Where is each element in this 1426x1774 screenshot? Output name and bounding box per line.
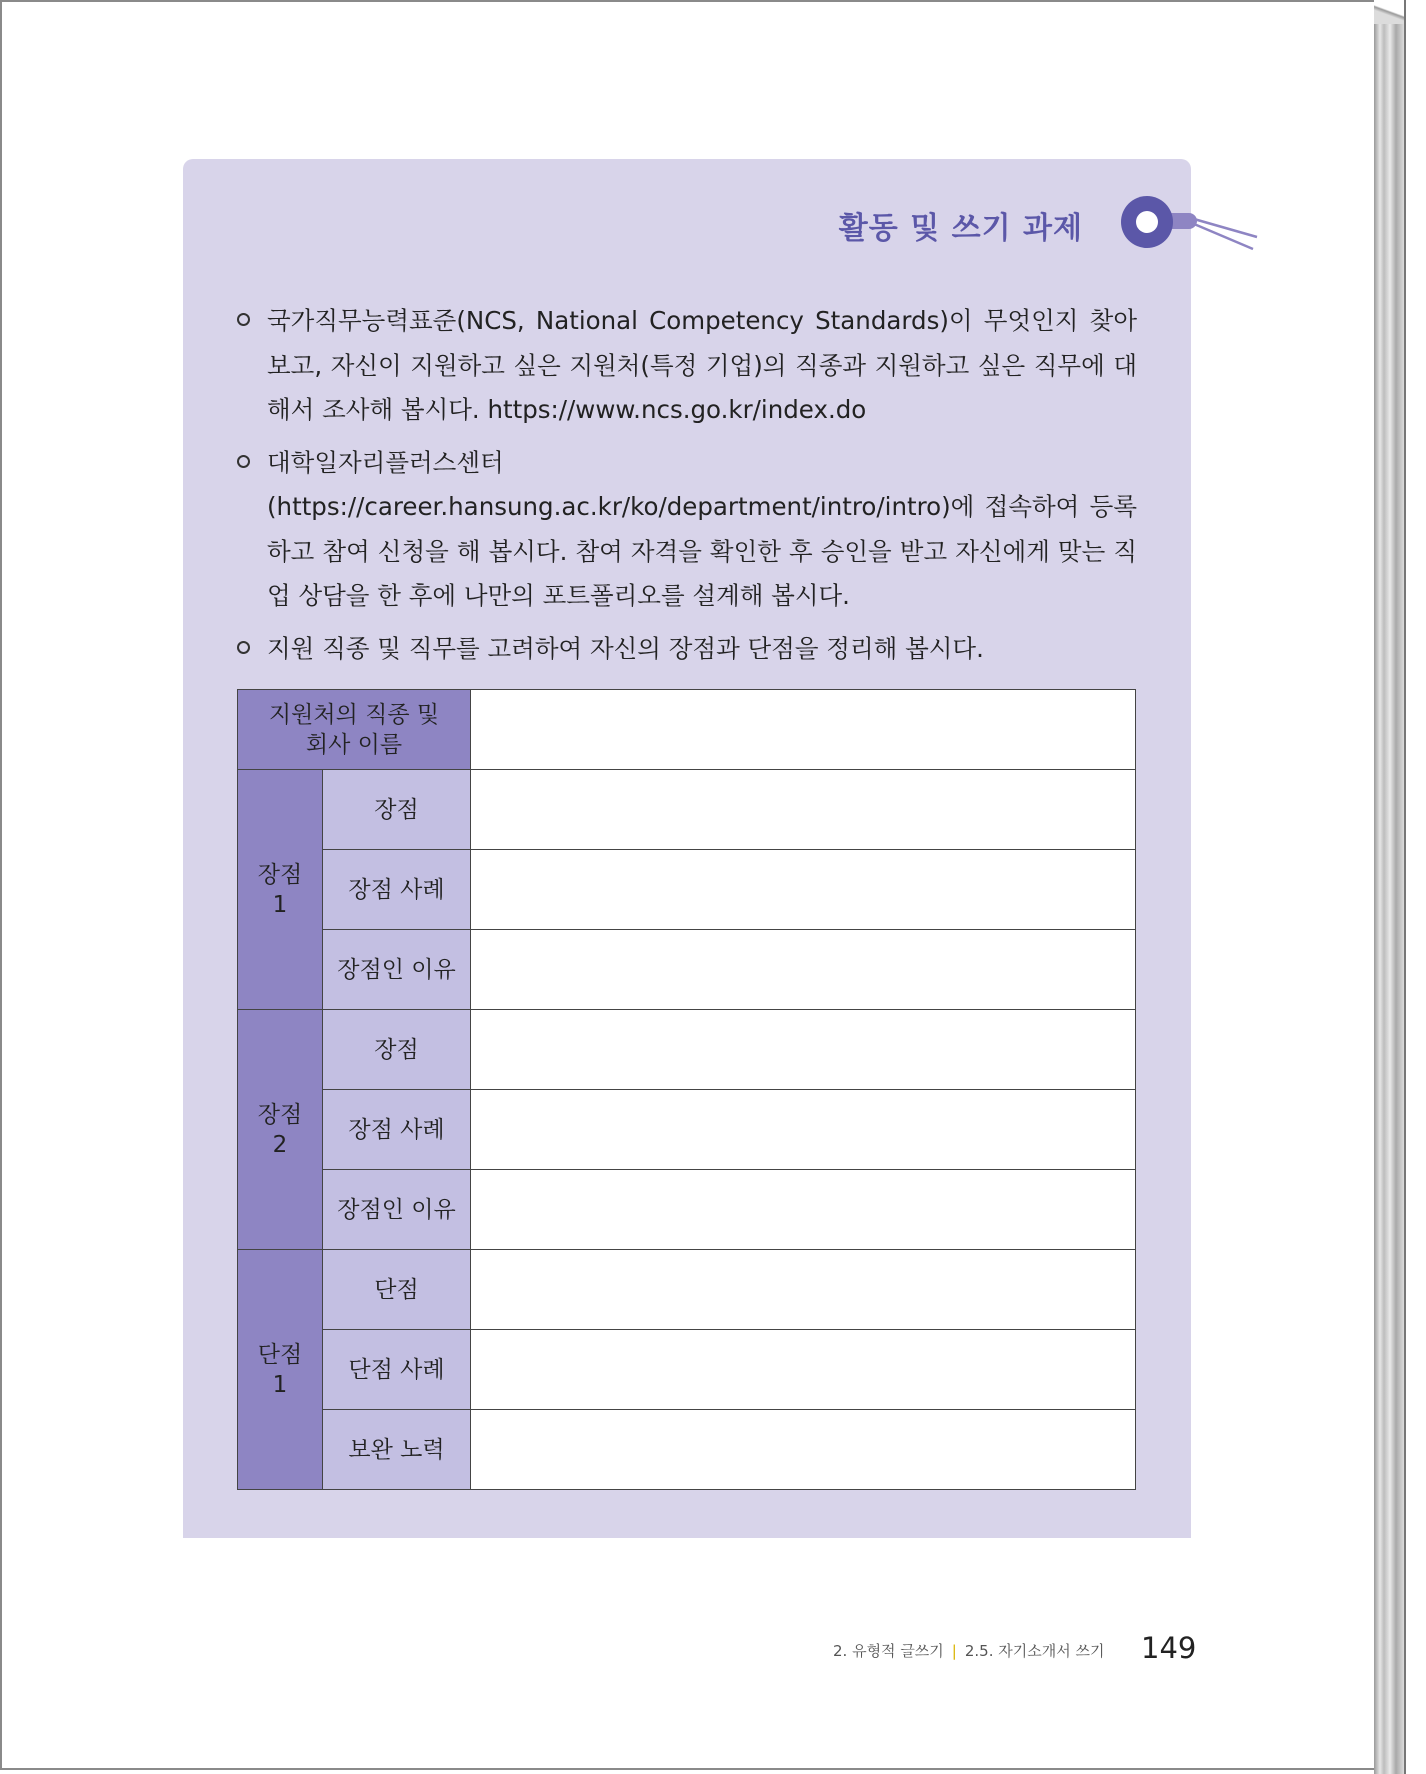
company-label-line1: 지원처의 직종 및	[268, 701, 440, 728]
answer-cell[interactable]	[471, 1410, 1136, 1490]
company-answer-cell[interactable]	[471, 690, 1136, 770]
table-row	[238, 1090, 1136, 1170]
table-row	[238, 1170, 1136, 1250]
row-label: 장점	[323, 770, 471, 850]
row-label: 장점 사례	[323, 850, 471, 930]
table-row	[238, 850, 1136, 930]
bullet-text: 지원 직종 및 직무를 고려하여 자신의 장점과 단점을 정리해 봅시다.	[267, 633, 984, 663]
page-number: 149	[1141, 1631, 1197, 1665]
answer-cell[interactable]	[471, 1250, 1136, 1330]
answer-cell[interactable]	[471, 1170, 1136, 1250]
bullet-list	[237, 299, 1137, 679]
answer-cell[interactable]	[471, 1330, 1136, 1410]
group-label-text: 장점	[257, 1101, 303, 1128]
group-label-strength-2	[238, 1010, 323, 1250]
company-label-cell	[238, 690, 471, 770]
answer-cell[interactable]	[471, 1010, 1136, 1090]
footer-separator: |	[951, 1642, 957, 1660]
table-row	[238, 930, 1136, 1010]
row-label: 보완 노력	[323, 1410, 471, 1490]
bullet-item	[237, 627, 1137, 672]
page-corner	[1374, 0, 1404, 24]
group-label-text: 장점	[257, 861, 303, 888]
bullet-item	[237, 441, 1137, 619]
bullet-item	[237, 299, 1137, 433]
group-label-weakness-1	[238, 1250, 323, 1490]
activity-heading: 활동 및 쓰기 과제	[838, 211, 1083, 246]
group-label-number: 1	[272, 1371, 288, 1398]
activity-panel	[183, 159, 1191, 1538]
row-label: 장점 사례	[323, 1090, 471, 1170]
footer-section-title: 2.5. 자기소개서 쓰기	[964, 1642, 1105, 1660]
table-row	[238, 1010, 1136, 1090]
footer-chapter: 2. 유형적 글쓰기	[833, 1642, 944, 1660]
answer-cell[interactable]	[471, 1090, 1136, 1170]
answer-cell[interactable]	[471, 850, 1136, 930]
footer-breadcrumb	[833, 1640, 1104, 1661]
table-row	[238, 690, 1136, 770]
row-label: 장점	[323, 1010, 471, 1090]
circle-bullet-icon	[237, 641, 250, 654]
group-label-strength-1	[238, 770, 323, 1010]
page-stack-edge	[1374, 0, 1406, 1774]
table-row	[238, 770, 1136, 850]
table-row	[238, 1410, 1136, 1490]
ring-tag-icon	[1117, 191, 1261, 255]
circle-bullet-icon	[237, 455, 250, 468]
strengths-weaknesses-table	[237, 689, 1136, 1490]
bullet-text: 대학일자리플러스센터(https://career.hansung.ac.kr/ko/department/intro/intro)에 접속하여 등록하고 참여 신청을 해 봅시다. 참여 자격을 확인한 후 승인을 받고 자신에게 맞는 직업 상담을 한 후에 나만의 포트폴리오를 설계해 봅시다.	[267, 447, 1137, 610]
group-label-number: 2	[272, 1131, 288, 1158]
company-label-line2: 회사 이름	[305, 731, 403, 758]
group-label-number: 1	[272, 891, 288, 918]
table-row	[238, 1330, 1136, 1410]
row-label: 장점인 이유	[323, 930, 471, 1010]
answer-cell[interactable]	[471, 770, 1136, 850]
circle-bullet-icon	[237, 313, 250, 326]
table-row	[238, 1250, 1136, 1330]
row-label: 단점	[323, 1250, 471, 1330]
row-label: 장점인 이유	[323, 1170, 471, 1250]
answer-cell[interactable]	[471, 930, 1136, 1010]
bullet-text: 국가직무능력표준(NCS, National Competency Standards)이 무엇인지 찾아 보고, 자신이 지원하고 싶은 지원처(특정 기업)의 직종과 지원하고 싶은 직무에 대해서 조사해 봅시다. https://www.ncs.go.kr/index.do	[267, 306, 1137, 424]
row-label: 단점 사례	[323, 1330, 471, 1410]
group-label-text: 단점	[257, 1341, 303, 1368]
